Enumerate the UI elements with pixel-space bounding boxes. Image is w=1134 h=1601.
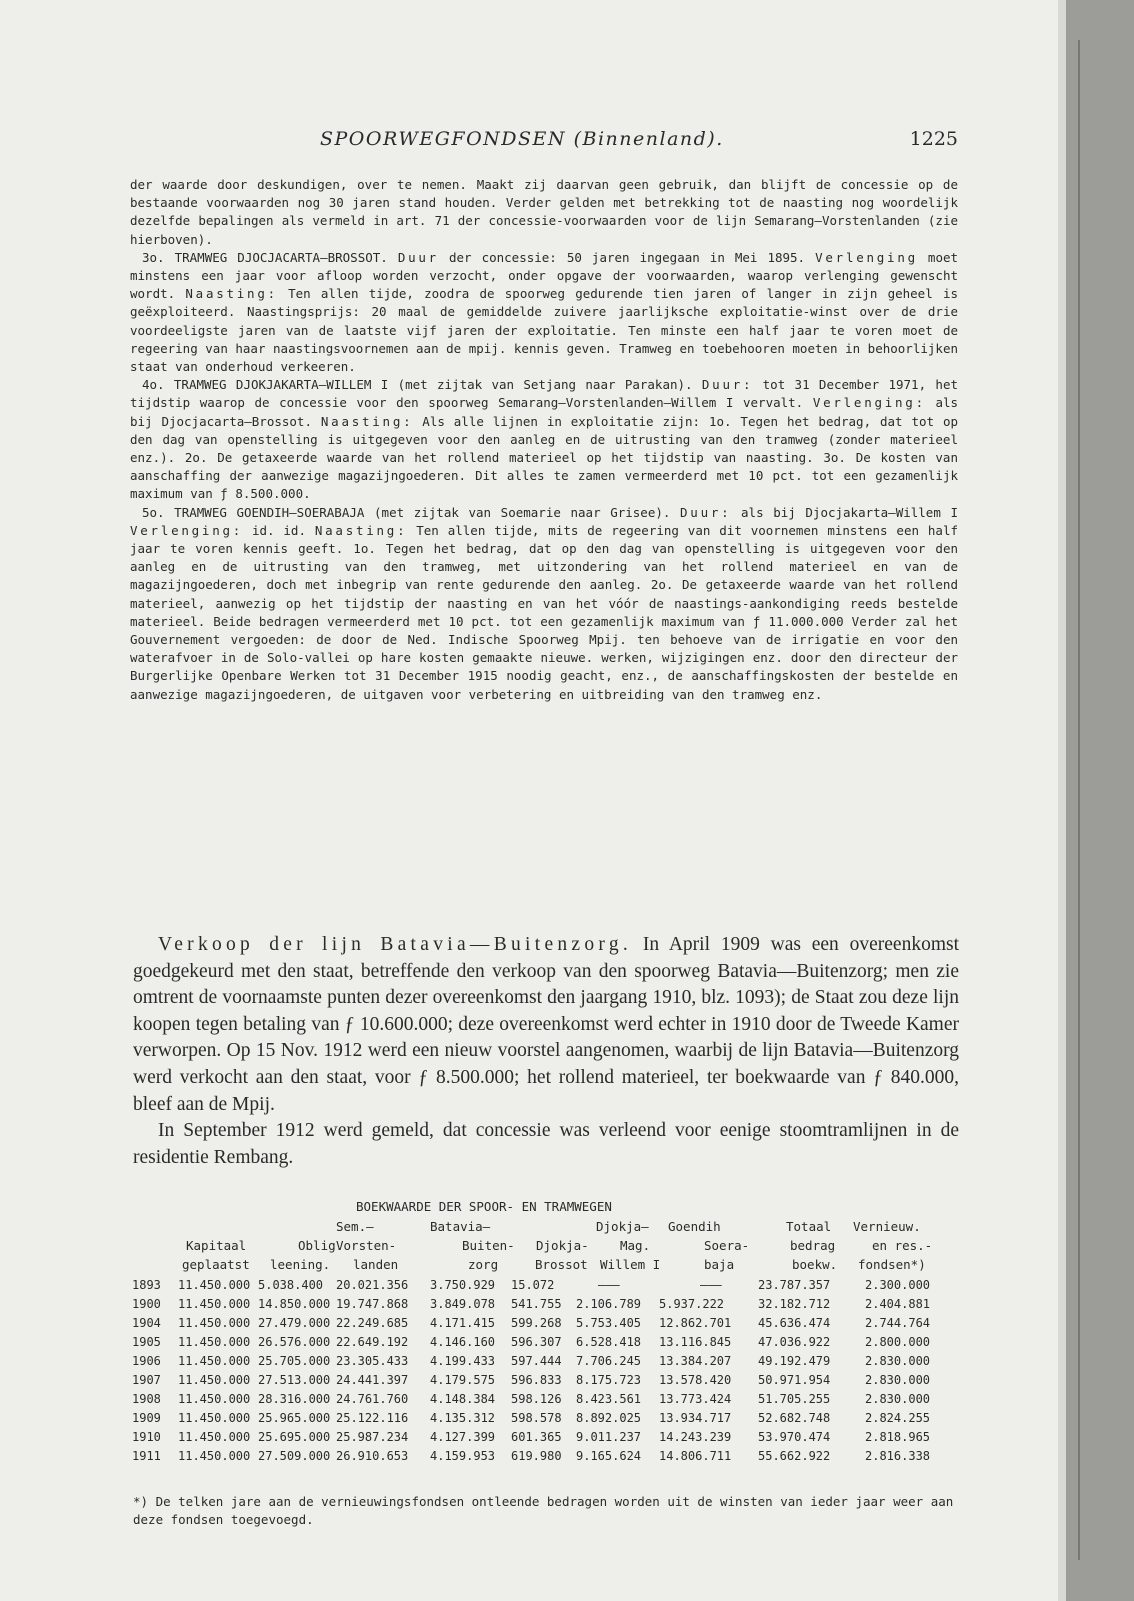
table-row — [0, 1354, 1000, 1371]
table-cell: 26.576.000 — [258, 1335, 331, 1349]
table-row — [0, 1449, 1000, 1466]
table-cell: 4.171.415 — [430, 1316, 496, 1330]
table-header-cell: Vorsten- — [336, 1238, 397, 1253]
table-cell: 13.934.717 — [659, 1411, 732, 1425]
table-cell: 12.862.701 — [659, 1316, 732, 1330]
term-naasting: Naasting: — [314, 522, 408, 538]
section-lead: 3o. TRAMWEG DJOCJACARTA—BROSSOT. — [142, 249, 388, 265]
table-row — [0, 1297, 1000, 1314]
table-cell: 2.404.881 — [865, 1297, 931, 1311]
year-cell: 1905 — [132, 1335, 161, 1349]
term-duur: Duur: — [680, 504, 732, 520]
table-cell: 27.509.000 — [258, 1449, 331, 1463]
paragraph-continuation: der waarde door deskundigen, over te nemen. Maakt zij daarvan geen gebruik, dan blijft de concessie op de bestaande voorwaarden nog 30 jaren stand houden. Verder gelden met betrekking tot de naasting nog woordelijk dezelfde bepalingen als vermeld in art. 71 der concessie-voorwaarden voor de lijn Semarang—Vorstenlanden (zie hierboven). — [130, 177, 958, 247]
table-header-cell: Djokja— — [596, 1219, 649, 1234]
table-cell: 11.450.000 — [178, 1373, 251, 1387]
table-header-cell: fondsen*) — [858, 1257, 926, 1272]
year-cell: 1911 — [132, 1449, 161, 1463]
table-cell: 23.305.433 — [336, 1354, 409, 1368]
table-row — [0, 1278, 1000, 1295]
paragraph-djokjakarta-willem: 4o. TRAMWEG DJOKJAKARTA—WILLEM I (met zijtak van Setjang naar Parakan). Duur: tot 31 December 1971, het tijdstip waarop de concessie voor den spoorweg Semarang—Vorstenlanden—Willem I vervalt. Verlenging: als bij Djocjacarta—Brossot. Naasting: Als alle lijnen in exploitatie zijn: 1o. Tegen het bedrag, dat tot op den dag van openstelling is uitgegeven voor den aanleg en de uitrusting van den tramweg (zonder materieel enz.). 2o. De getaxeerde waarde van het rollend materieel op het tijdstip van naasting. 3o. De kosten van aanschaffing der aanwezige magazijngoederen. Dit alles te zamen vermeerderd met 10 pct. tot een gezamenlijk maximum van ƒ 8.500.000. — [130, 377, 959, 502]
table-header-cell: baja — [704, 1257, 735, 1272]
page-edge — [1058, 0, 1066, 1601]
table-cell: 4.199.433 — [430, 1354, 496, 1368]
table-header-row — [0, 1219, 1000, 1236]
term-duur: Duur: — [701, 377, 754, 393]
running-header — [130, 128, 958, 156]
table-cell: 11.450.000 — [178, 1297, 251, 1311]
table-cell: 24.441.397 — [336, 1373, 409, 1387]
table-cell: 598.578 — [511, 1411, 562, 1425]
table-cell: 597.444 — [511, 1354, 562, 1368]
table-cell: 55.662.922 — [758, 1449, 831, 1463]
year-cell: 1904 — [132, 1316, 161, 1330]
table-cell: 11.450.000 — [178, 1411, 251, 1425]
table-row — [0, 1411, 1000, 1428]
table-cell: 14.243.239 — [659, 1430, 732, 1444]
section-lead: 5o. TRAMWEG GOENDIH—SOERABAJA (met zijtak van Soemarie naar Grisee). — [142, 504, 671, 520]
table-cell: 49.192.479 — [758, 1354, 831, 1368]
term-verlenging: Verlenging — [815, 249, 918, 265]
table-cell: 541.755 — [511, 1297, 562, 1311]
table-cell: 596.833 — [511, 1373, 562, 1387]
section-lead: 4o. TRAMWEG DJOKJAKARTA—WILLEM I (met zijtak van Setjang naar Parakan). — [142, 377, 693, 393]
table-cell: 3.750.929 — [430, 1278, 496, 1292]
table-cell: 7.706.245 — [576, 1354, 642, 1368]
term-verkoop: Verkoop der lijn Batavia—Buitenzorg. — [158, 934, 633, 955]
table-row — [0, 1373, 1000, 1390]
table-cell: 25.122.116 — [336, 1411, 409, 1425]
table-cell: 22.249.685 — [336, 1316, 409, 1330]
table-header-cell: Kapitaal — [186, 1238, 247, 1253]
table-cell: 2.744.764 — [865, 1316, 931, 1330]
table-title: BOEKWAARDE DER SPOOR- EN TRAMWEGEN — [356, 1199, 612, 1214]
table-cell: 25.965.000 — [258, 1411, 331, 1425]
table-cell: 32.182.712 — [758, 1297, 831, 1311]
table-row — [0, 1335, 1000, 1352]
table-cell: 26.910.653 — [336, 1449, 409, 1463]
table-header-cell: Goendih — [668, 1219, 721, 1234]
running-title: SPOORWEGFONDSEN (Binnenland). — [320, 128, 724, 150]
term-naasting: Naasting: — [320, 413, 414, 429]
year-cell: 1907 — [132, 1373, 161, 1387]
year-cell: 1908 — [132, 1392, 161, 1406]
footnote-text: *) De telken jare aan de vernieuwingsfondsen ontleende bedragen worden uit de winsten van ieder jaar weer aan deze fondsen toegevoegd. — [133, 1494, 954, 1527]
table-cell: 6.528.418 — [576, 1335, 642, 1349]
table-header-cell: Mag. — [620, 1238, 651, 1253]
table-cell: 2.830.000 — [865, 1354, 931, 1368]
table-header-cell: boekw. — [792, 1257, 838, 1272]
table-cell: 8.892.025 — [576, 1411, 642, 1425]
table-cell: 9.165.624 — [576, 1449, 642, 1463]
table-header-cell: Djokja- — [536, 1238, 589, 1253]
table-cell: 47.036.922 — [758, 1335, 831, 1349]
table-cell: 13.773.424 — [659, 1392, 732, 1406]
year-cell: 1893 — [132, 1278, 161, 1292]
table-cell: 5.038.400 — [258, 1278, 324, 1292]
paragraph-rembang: In September 1912 werd gemeld, dat concessie was verleend voor eenige stoomtramlijnen in de residentie Rembang. — [133, 1120, 959, 1168]
table-cell: 4.148.384 — [430, 1392, 496, 1406]
table-cell: 4.179.575 — [430, 1373, 496, 1387]
concession-text — [130, 176, 958, 704]
table-cell: 14.806.711 — [659, 1449, 732, 1463]
table-cell: 52.682.748 — [758, 1411, 831, 1425]
table-cell: 2.300.000 — [865, 1278, 931, 1292]
table-cell: 9.011.237 — [576, 1430, 642, 1444]
table-cell: 11.450.000 — [178, 1392, 251, 1406]
table-cell: 22.649.192 — [336, 1335, 409, 1349]
year-cell: 1900 — [132, 1297, 161, 1311]
table-header-cell: leening. — [270, 1257, 331, 1272]
table-header-cell: zorg — [468, 1257, 499, 1272]
table-cell: ——— — [700, 1278, 722, 1292]
table-cell: 13.384.207 — [659, 1354, 732, 1368]
table-header-cell: geplaatst — [182, 1257, 250, 1272]
table-cell: 50.971.954 — [758, 1373, 831, 1387]
table-cell: 13.578.420 — [659, 1373, 732, 1387]
table-cell: 601.365 — [511, 1430, 562, 1444]
table-cell: 25.695.000 — [258, 1430, 331, 1444]
page-number: 1225 — [909, 128, 958, 150]
table-cell: 2.830.000 — [865, 1392, 931, 1406]
table-cell: 27.513.000 — [258, 1373, 331, 1387]
table-cell: 11.450.000 — [178, 1449, 251, 1463]
table-header-cell: Buiten- — [462, 1238, 515, 1253]
table-cell: 2.816.338 — [865, 1449, 931, 1463]
table-cell: 19.747.868 — [336, 1297, 409, 1311]
table-header-cell: Totaal — [786, 1219, 832, 1234]
table-header-cell: landen — [353, 1257, 399, 1272]
year-cell: 1910 — [132, 1430, 161, 1444]
table-cell: 619.980 — [511, 1449, 562, 1463]
paragraph-djocjacarta-brossot: 3o. TRAMWEG DJOCJACARTA—BROSSOT. Duur der concessie: 50 jaren ingegaan in Mei 1895. Verlenging moet minstens een jaar voor afloop worden verzocht, onder opgave der voorwaarden, waarop verlenging gewenscht wordt. Naasting: Ten allen tijde, zoodra de spoorweg gedurende tien jaren of langer in zijn geheel is geëxploiteerd. Naastingsprijs: 20 maal de gemiddelde zuivere jaarlijksche exploitatie-winst over de drie voordeeligste jaren van de laatste vijf jaren der exploitatie. Ten minste een half jaar te voren moet de regeering van haar naastingsvoornemen aan de mpij. kennis geven. Tramweg en toebehooren moeten in behoorlijken staat van onderhoud verkeeren. — [130, 249, 959, 375]
table-cell: 599.268 — [511, 1316, 562, 1330]
term-duur: Duur — [397, 249, 439, 265]
table-cell: 13.116.845 — [659, 1335, 732, 1349]
table-cell: 3.849.078 — [430, 1297, 496, 1311]
table-cell: 11.450.000 — [178, 1430, 251, 1444]
table-cell: 53.970.474 — [758, 1430, 831, 1444]
table-cell: 20.021.356 — [336, 1278, 409, 1292]
table-cell: 11.450.000 — [178, 1354, 251, 1368]
footnote — [133, 1493, 959, 1529]
table-header-row — [0, 1257, 1000, 1274]
table-cell: 23.787.357 — [758, 1278, 831, 1292]
table-cell: 2.106.789 — [576, 1297, 642, 1311]
table-cell: 15.072 — [511, 1278, 555, 1292]
table-cell: 25.705.000 — [258, 1354, 331, 1368]
paragraph-verkoop: Verkoop der lijn Batavia—Buitenzorg. In April 1909 was een overeenkomst goedgekeurd met den staat, betreffende den verkoop van den spoorweg Batavia—Buitenzorg; men zie omtrent de voornaamste punten dezer overeenkomst den jaargang 1910, blz. 1093); de Staat zou deze lijn koopen tegen betaling van ƒ 10.600.000; deze overeenkomst werd echter in 1910 door de Tweede Kamer verworpen. Op 15 Nov. 1912 werd een nieuw voorstel aangenomen, waarbij de lijn Batavia—Buitenzorg werd verkocht aan den staat, voor ƒ 8.500.000; het rollend materieel, ter boekwaarde van ƒ 840.000, bleef aan de Mpij. — [133, 934, 960, 1115]
table-cell: 45.636.474 — [758, 1316, 831, 1330]
table-cell: 8.175.723 — [576, 1373, 642, 1387]
table-header-row — [0, 1238, 1000, 1255]
table-cell: 11.450.000 — [178, 1316, 251, 1330]
table-cell: 5.753.405 — [576, 1316, 642, 1330]
year-cell: 1909 — [132, 1411, 161, 1425]
paragraph-goendih-soerabaja: 5o. TRAMWEG GOENDIH—SOERABAJA (met zijtak van Soemarie naar Grisee). Duur: als bij Djocjakarta—Willem I Verlenging: id. id. Naasting: Ten allen tijde, mits de regeering van dit voornemen minstens een half jaar te voren kennis geeft. 1o. Tegen het bedrag, dat op den dag van openstelling is uitgegeven voor den aanleg en de uitrusting van den tramweg, met uitzondering van het rollend materieel en van de magazijngoederen, doch met inbegrip van rente gedurende den aanleg. 2o. De getaxeerde waarde van het rollend materieel, aanwezig op het tijdstip der naasting en van het vóór de naastings-aankondiging reeds bestelde materieel. Beide bedragen vermeerderd met 10 pct. tot een gezamenlijk maximum van ƒ 11.000.000 Verder zal het Gouvernement vergoeden: de door de Ned. Indische Spoorweg Mpij. ten behoeve van de irrigatie en voor den waterafvoer in de Solo-vallei op hare kosten gemaakte nieuwe. werken, wijzigingen enz. door den directeur der Burgerlijke Openbare Werken tot 31 December 1915 noodig geacht, enz., de aanschaffingskosten der bestelde en aanwezige magazijngoederen, de uitgaven voor verbetering en uitbreiding van den tramweg enz. — [130, 504, 958, 702]
table-row — [0, 1430, 1000, 1447]
table-header-cell: Oblig. — [298, 1238, 344, 1253]
table-cell: 8.423.561 — [576, 1392, 642, 1406]
term-verlenging: Verlenging: — [812, 395, 926, 411]
table-header-cell: Batavia— — [430, 1219, 491, 1234]
table-header-cell: Willem I — [600, 1257, 661, 1272]
table-cell: 14.850.000 — [258, 1297, 331, 1311]
table-cell: 11.450.000 — [178, 1335, 251, 1349]
table-row — [0, 1316, 1000, 1333]
sale-text — [133, 932, 959, 1171]
table-cell: 2.800.000 — [865, 1335, 931, 1349]
table-header-cell: Soera- — [704, 1238, 750, 1253]
table-cell: 4.127.399 — [430, 1430, 496, 1444]
table-row — [0, 1392, 1000, 1409]
table-cell: 4.146.160 — [430, 1335, 496, 1349]
table-header-cell: Brossot — [535, 1257, 588, 1272]
term-verlenging: Verlenging: — [130, 522, 244, 538]
table-cell: 51.705.255 — [758, 1392, 831, 1406]
table-cell: 4.159.953 — [430, 1449, 496, 1463]
binding-line — [1078, 40, 1080, 1560]
table-cell: 28.316.000 — [258, 1392, 331, 1406]
table-header-cell: en res.- — [872, 1238, 933, 1253]
table-cell: 2.830.000 — [865, 1373, 931, 1387]
table-cell: 11.450.000 — [178, 1278, 251, 1292]
table-header-cell: Sem.— — [336, 1219, 374, 1234]
table-cell: 596.307 — [511, 1335, 562, 1349]
table-cell: 2.824.255 — [865, 1411, 931, 1425]
table-cell: 4.135.312 — [430, 1411, 496, 1425]
table-header-cell: bedrag — [790, 1238, 836, 1253]
table-cell: 25.987.234 — [336, 1430, 409, 1444]
table-cell: 24.761.760 — [336, 1392, 409, 1406]
table-cell: ——— — [598, 1278, 620, 1292]
table-cell: 598.126 — [511, 1392, 562, 1406]
term-naasting: Naasting: — [185, 286, 278, 302]
table-cell: 2.818.965 — [865, 1430, 931, 1444]
table-header-cell: Vernieuw. — [853, 1219, 921, 1234]
year-cell: 1906 — [132, 1354, 161, 1368]
table-cell: 5.937.222 — [659, 1297, 725, 1311]
binding-shadow — [1066, 0, 1134, 1601]
table-cell: 27.479.000 — [258, 1316, 331, 1330]
